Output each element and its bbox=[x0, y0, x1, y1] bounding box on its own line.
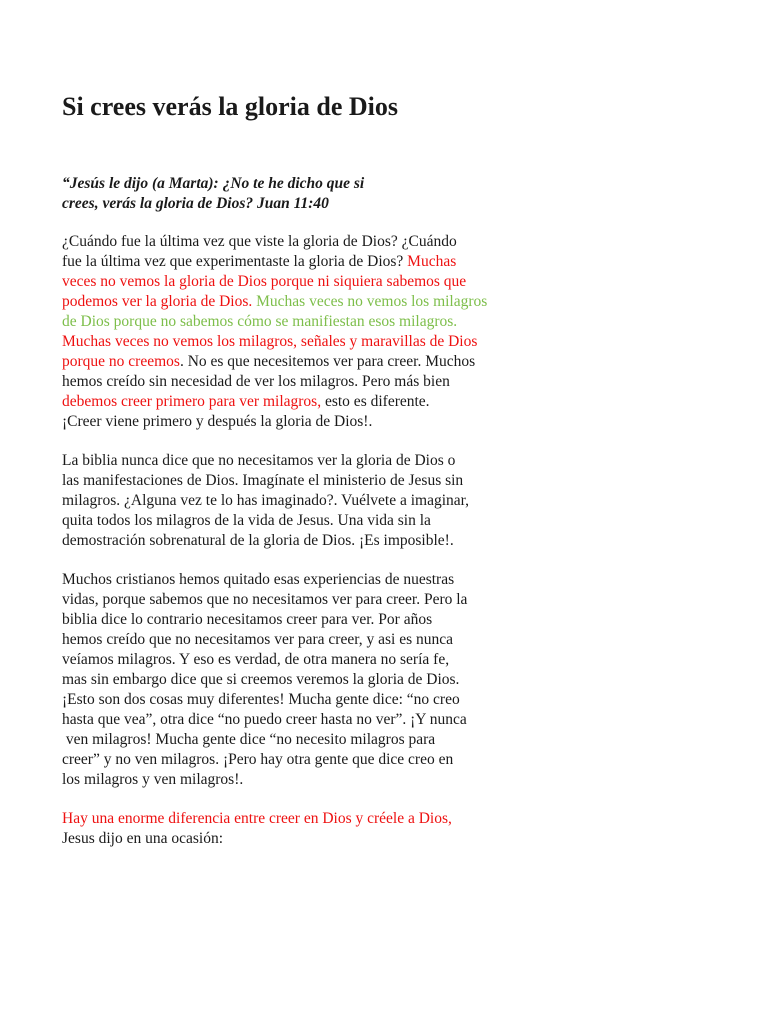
text-line bbox=[62, 412, 487, 432]
highlight-red-text: podemos ver la gloria de Dios. bbox=[62, 293, 253, 310]
text-line bbox=[62, 590, 467, 610]
highlight-red-text: Hay una enorme diferencia entre creer en Dios y créele a Dios, bbox=[62, 810, 452, 827]
text-line bbox=[62, 750, 467, 770]
text-line bbox=[62, 372, 487, 392]
highlight-red-text: Muchas veces no vemos los milagros, señales y maravillas de Dios bbox=[62, 333, 478, 350]
highlight-green-text: de Dios porque no sabemos cómo se manifiestan esos milagros. bbox=[62, 313, 458, 330]
body-text: hemos creído sin necesidad de ver los milagros. Pero más bien bbox=[62, 373, 450, 390]
body-text: milagros. ¿Alguna vez te lo has imaginado?. Vuélvete a imaginar, bbox=[62, 492, 470, 509]
body-text: las manifestaciones de Dios. Imagínate el ministerio de Jesus sin bbox=[62, 472, 464, 489]
body-text: mas sin embargo dice que si creemos veremos la gloria de Dios. bbox=[62, 671, 460, 688]
text-line bbox=[62, 809, 452, 829]
highlight-red-text: porque no creemos bbox=[62, 353, 180, 370]
text-line bbox=[62, 511, 469, 531]
body-text: vidas, porque sabemos que no necesitamos ver para creer. Pero la bbox=[62, 591, 468, 608]
body-text: fue la última vez que experimentaste la gloria de Dios? bbox=[62, 253, 408, 270]
scripture-quote bbox=[62, 174, 364, 214]
text-line bbox=[62, 730, 467, 750]
text-line bbox=[62, 491, 469, 511]
body-text: ¿Cuándo fue la última vez que viste la gloria de Dios? ¿Cuándo bbox=[62, 233, 457, 250]
text-line bbox=[62, 770, 467, 790]
highlight-red-text: veces no vemos la gloria de Dios porque ni siquiera sabemos que bbox=[62, 273, 467, 290]
body-text: La biblia nunca dice que no necesitamos ver la gloria de Dios o bbox=[62, 452, 456, 469]
body-text: veíamos milagros. Y eso es verdad, de otra manera no sería fe, bbox=[62, 651, 450, 668]
body-text: biblia dice lo contrario necesitamos creer para ver. Por años bbox=[62, 611, 433, 628]
text-line bbox=[62, 451, 469, 471]
highlight-green-text: Muchas veces no vemos los milagros bbox=[252, 293, 488, 310]
text-line bbox=[62, 392, 487, 412]
paragraph-3 bbox=[62, 570, 467, 790]
body-text: ¡Esto son dos cosas muy diferentes! Mucha gente dice: “no creo bbox=[62, 691, 460, 708]
quote-line: crees, verás la gloria de Dios? Juan 11:40 bbox=[62, 195, 329, 212]
text-line bbox=[62, 829, 452, 849]
text-line bbox=[62, 610, 467, 630]
body-text: Jesus dijo en una ocasión: bbox=[62, 830, 224, 847]
body-text: Muchos cristianos hemos quitado esas experiencias de nuestras bbox=[62, 571, 455, 588]
body-text: hasta que vea”, otra dice “no puedo creer hasta no ver”. ¡Y nunca bbox=[62, 711, 467, 728]
highlight-red-text: debemos creer primero para ver milagros, bbox=[62, 393, 322, 410]
paragraph-1 bbox=[62, 232, 487, 432]
text-line bbox=[62, 252, 487, 272]
paragraph-4 bbox=[62, 809, 452, 849]
text-line bbox=[62, 650, 467, 670]
text-line bbox=[62, 570, 467, 590]
body-text: quita todos los milagros de la vida de Jesus. Una vida sin la bbox=[62, 512, 431, 529]
body-text: hemos creído que no necesitamos ver para creer, y asi es nunca bbox=[62, 631, 454, 648]
quote-line: “Jesús le dijo (a Marta): ¿No te he dicho que si bbox=[62, 175, 365, 192]
body-text: demostración sobrenatural de la gloria de Dios. ¡Es imposible!. bbox=[62, 532, 454, 549]
text-line bbox=[62, 690, 467, 710]
text-line bbox=[62, 710, 467, 730]
text-line bbox=[62, 471, 469, 491]
highlight-red-text: Muchas bbox=[407, 253, 457, 270]
text-line bbox=[62, 531, 469, 551]
paragraph-2 bbox=[62, 451, 469, 551]
text-line bbox=[62, 332, 487, 352]
text-line bbox=[62, 292, 487, 312]
body-text: . No es que necesitemos ver para creer. Muchos bbox=[179, 353, 476, 370]
page-title: Si crees verás la gloria de Dios bbox=[62, 92, 399, 121]
body-text: esto es diferente. bbox=[321, 393, 430, 410]
text-line bbox=[62, 272, 487, 292]
body-text: los milagros y ven milagros!. bbox=[62, 771, 244, 788]
body-text: creer” y no ven milagros. ¡Pero hay otra gente que dice creo en bbox=[62, 751, 454, 768]
text-line bbox=[62, 670, 467, 690]
body-text: ven milagros! Mucha gente dice “no necesito milagros para bbox=[62, 731, 436, 748]
body-text: ¡Creer viene primero y después la gloria de Dios!. bbox=[62, 413, 373, 430]
text-line bbox=[62, 312, 487, 332]
text-line bbox=[62, 630, 467, 650]
text-line bbox=[62, 352, 487, 372]
text-line bbox=[62, 232, 487, 252]
